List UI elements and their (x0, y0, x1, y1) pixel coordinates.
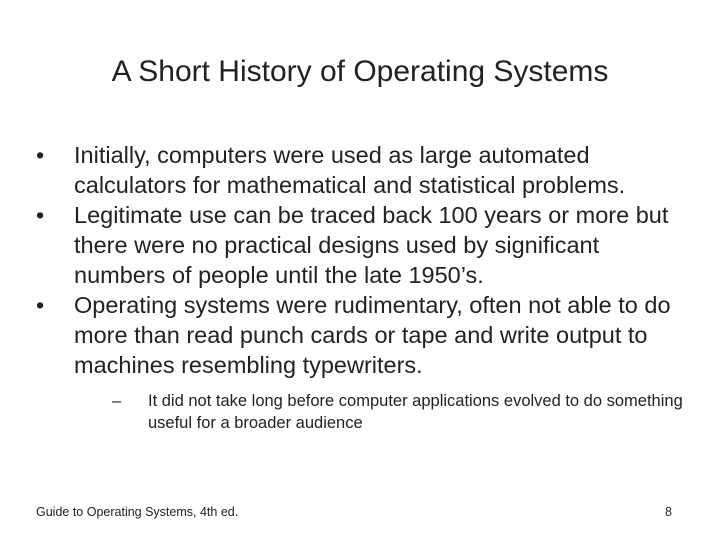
bullet-marker: • (36, 292, 45, 318)
page-number: 8 (665, 505, 672, 519)
bullet-marker: • (36, 142, 45, 168)
bullet-text: Operating systems were rudimentary, often not able to do more than read punch cards or tape and write output to machines resembling typewriters. (74, 292, 671, 378)
bullet-list (36, 140, 696, 434)
footer-source: Guide to Operating Systems, 4th ed. (36, 505, 239, 519)
bullet-item (36, 140, 696, 200)
bullet-item (36, 200, 696, 290)
bullet-text: Initially, computers were used as large automated calculators for mathematical and statistical problems. (74, 142, 626, 198)
bullet-item (36, 290, 696, 434)
sub-bullet-marker: – (112, 392, 122, 410)
slide-title: A Short History of Operating Systems (111, 55, 609, 88)
bullet-text: Legitimate use can be traced back 100 years or more but there were no practical designs used by significant numbers of people until the late 1950’s. (74, 202, 669, 288)
sub-bullet-list (74, 390, 696, 434)
bullet-marker: • (36, 202, 45, 228)
slide-body (36, 140, 696, 434)
sub-bullet-text: It did not take long before computer applications evolved to do something useful for a broader audience (148, 392, 683, 432)
sub-bullet-item (74, 390, 696, 434)
